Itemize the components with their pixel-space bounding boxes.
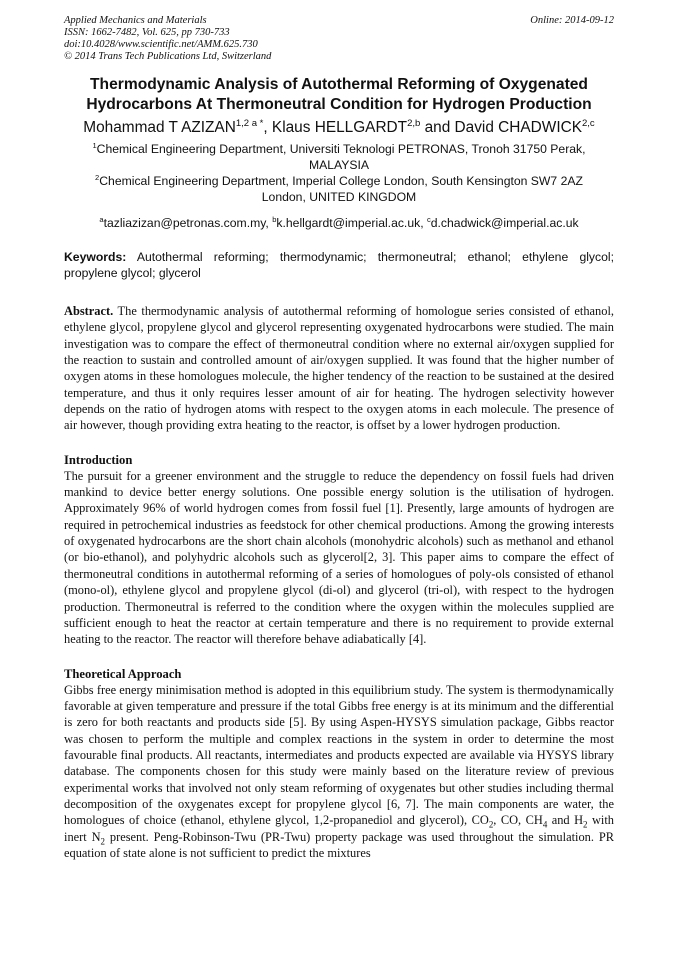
email-a-mark: a <box>99 214 104 224</box>
keywords-label: Keywords: <box>64 250 127 264</box>
abstract-label: Abstract. <box>64 304 114 318</box>
author-emails <box>64 215 614 231</box>
affiliation-1-mark: 1 <box>92 140 97 150</box>
affiliation-1-line-1: Chemical Engineering Department, Universiti Teknologi PETRONAS, Tronoh 31750 Perak, <box>96 142 586 156</box>
email-b[interactable]: k.hellgardt@imperial.ac.uk, <box>276 216 427 230</box>
author-list <box>64 118 614 138</box>
theory-text-2: , CO, CH <box>493 813 543 828</box>
theory-text-1: Gibbs free energy minimisation method is adopted in this equilibrium study. The system is thermodynamically favorable at given temperature and pressure if the total Gibbs free energy is at its minimum and the differential is zero for both reactants and products side [5]. By using Aspen-HYSYS simulation package, Gibbs reactor was chosen to perform the multiple and complex reactions in the system in order to determine the most favourable final products. All reactants, intermediates and products expected are available via HYSYS library database. The components chosen for this study were mainly based on the literature review of previous experimental works that involved not only steam reforming of oxygenates but other studies including thermal decomposition of the oxygenates except for propylene glycol [6, 7]. The main components are water, the homologues of choice (ethanol, ethylene glycol, 1,2-propanediol and glycerol), CO <box>64 682 614 828</box>
journal-header <box>64 15 614 63</box>
author-1: Mohammad T AZIZAN <box>83 119 236 136</box>
email-c-mark: c <box>426 214 431 224</box>
affiliation-2-line-1: Chemical Engineering Department, Imperial College London, South Kensington SW7 2AZ <box>99 174 583 188</box>
abstract-text: The thermodynamic analysis of autothermal reforming of homologue series consisted of ethanol, ethylene glycol, propylene glycol and glycerol representing oxygenated hydrocarbons were studied. The main investigation was to compare the effect of thermoneutral condition where no external air/oxygen supplied for the reaction to sustain and controlled amount of air/oxygen supplied. It was found that the higher number of oxygen atoms in these homologues molecule, the higher tendency of the reaction to be sustained at the desired temperature, and thus it only requires lesser amount of air for heating. The hydrogen selectivity however depends on the ratio of hydrogen atoms with respect to the oxygen atoms in each molecule. The presence of air however, though providing extra heating to the reactor, is offset by a lower hydrogen production. <box>64 304 614 433</box>
email-b-mark: b <box>272 214 277 224</box>
paper-title <box>64 75 614 114</box>
email-c[interactable]: d.chadwick@imperial.ac.uk <box>430 216 579 230</box>
affiliation-2-mark: 2 <box>95 172 100 182</box>
copyright-line: © 2014 Trans Tech Publications Ltd, Switzerland <box>64 51 272 62</box>
author-1-affil: 1,2 a * <box>235 117 264 129</box>
email-a[interactable]: tazliazizan@petronas.com.my, <box>103 216 273 230</box>
theory-text-5: present. Peng-Robinson-Twu (PR-Twu) property package was used throughout the simulation. PR equation of state alone is not sufficient to predict the mixtures <box>64 829 614 860</box>
n2-subscript: 2 <box>100 836 105 847</box>
author-3-affil: 2,c <box>581 117 595 129</box>
affiliation-1-line-2: MALAYSIA <box>308 158 370 172</box>
affiliations <box>64 141 614 205</box>
h2-subscript: 2 <box>583 819 588 830</box>
affiliation-1 <box>64 141 614 157</box>
online-date: Online: 2014-09-12 <box>530 15 614 26</box>
issn-line: ISSN: 1662-7482, Vol. 625, pp 730-733 <box>64 27 230 38</box>
doi-line: doi:10.4028/www.scientific.net/AMM.625.730 <box>64 39 258 50</box>
theory-text <box>64 682 614 862</box>
introduction-heading: Introduction <box>64 452 133 467</box>
theory-text-4: with inert N <box>64 813 614 844</box>
journal-name: Applied Mechanics and Materials <box>64 15 207 26</box>
author-2: , Klaus HELLGARDT <box>263 119 408 136</box>
author-2-affil: 2,b <box>407 117 421 129</box>
introduction-text: The pursuit for a greener environment and the struggle to reduce the dependency on fossil fuels had driven mankind to device better energy solutions. One possible energy solution is the utilisation of hydrogen. Approximately 96% of world hydrogen comes from fossil fuel [1]. Presently, large amounts of hydrogen are required in petrochemical industries as feedstock for other chemical productions. Among the growing interests of oxygenated hydrocarbons are the short chain alcohols (monohydric alcohols) such as methanol and ethanol (or bio-ethanol), and polyhydric alcohols such as glycerol[2, 3]. This paper aims to compare the effect of thermoneutral conditions in autothermal reforming of a series of homologues of poly-ols consisted of ethanol (mono-ol), ethylene glycol and propylene glycol (di-ol) and glycerol (tri-ol), with respect to the hydrogen production. Thermoneutral is referred to the condition where the oxygen within the molecules supplied are sufficient enough to heat the reactor at certain temperature and there is no requirement to provide external heating to the reactor. The reactor will therefore behave adiabatically [4]. <box>64 468 614 647</box>
title-line-1: Thermodynamic Analysis of Autothermal Reforming of Oxygenated <box>90 76 588 93</box>
keywords-text: Autothermal reforming; thermodynamic; thermoneutral; ethanol; ethylene glycol; propylene glycol; glycerol <box>64 250 614 280</box>
title-line-2: Hydrocarbons At Thermoneutral Condition for Hydrogen Production <box>86 95 592 113</box>
keywords <box>64 249 614 281</box>
theory-text-3: and H <box>547 813 584 828</box>
author-3: and David CHADWICK <box>420 119 582 136</box>
abstract <box>64 303 614 434</box>
affiliation-2-line-2: London, UNITED KINGDOM <box>261 190 417 204</box>
co2-subscript: 2 <box>488 819 494 830</box>
theory-heading: Theoretical Approach <box>64 666 182 681</box>
ch4-subscript: 4 <box>542 819 548 830</box>
affiliation-2 <box>64 173 614 189</box>
